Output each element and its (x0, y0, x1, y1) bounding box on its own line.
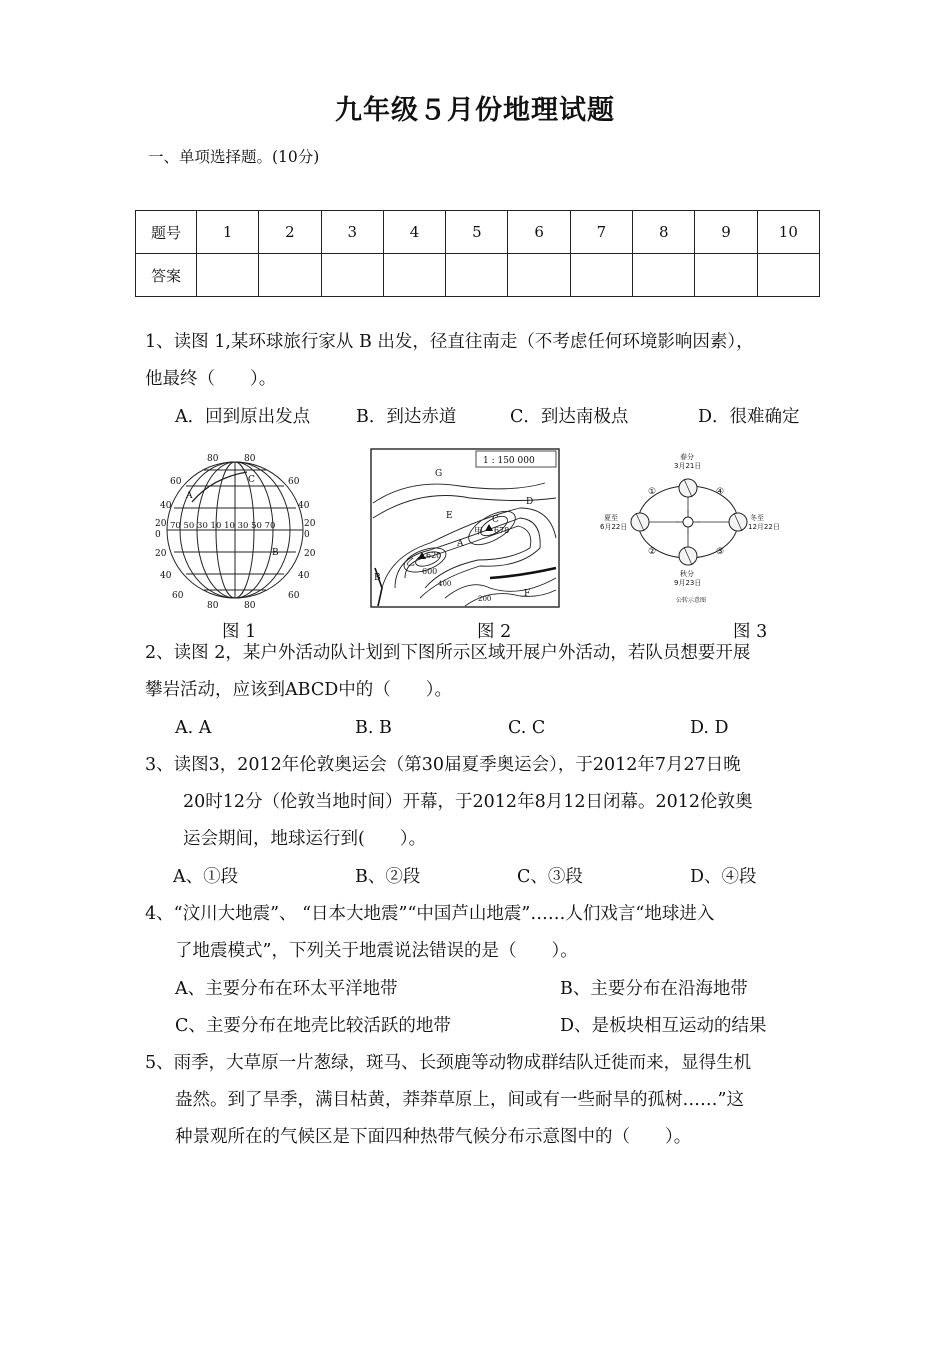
figure-1-caption: 图 1 (222, 622, 257, 642)
fig1-lat-label: 60 (170, 477, 182, 487)
q3-line2: 20时12分（伦敦当地时间）开幕，于2012年8月12日闭幕。2012伦敦奥 (183, 792, 753, 812)
table-cell-number: 10 (757, 211, 819, 254)
q4-line1: 4、“汶川大地震”、 “日本大地震”“中国芦山地震”……人们戏言“地球进入 (145, 904, 715, 924)
fig1-lat-label: 40 (160, 501, 172, 511)
table-cell-label: 答案 (136, 254, 197, 297)
table-cell-number: 4 (383, 211, 445, 254)
fig3-note: 公转示意图 (676, 597, 707, 604)
fig1-lat-label: 20 (155, 519, 167, 529)
fig1-lat-label: 40 (298, 571, 310, 581)
fig1-lat-label: 0 (304, 530, 310, 540)
fig3-winter: 冬至 (750, 514, 764, 522)
q3-option-a: A、①段 (173, 867, 239, 887)
answer-cell[interactable] (633, 254, 695, 297)
table-cell-number: 3 (321, 211, 383, 254)
answer-cell[interactable] (570, 254, 632, 297)
q2-line2: 攀岩活动，应该到ABCD中的（ ）。 (145, 680, 452, 700)
fig1-lat-label: 0 (155, 530, 161, 540)
table-cell-label: 题号 (136, 211, 197, 254)
fig3-segment: ② (648, 547, 657, 557)
fig2-elevation: 200 (478, 595, 492, 603)
table-cell-number: 9 (695, 211, 757, 254)
fig2-elevation: 600 (422, 567, 438, 576)
fig2-elevation: 400 (438, 580, 452, 588)
fig1-lat-label: 60 (288, 591, 300, 601)
fig1-lat-label: 60 (288, 477, 300, 487)
q4-option-d: D、是板块相互运动的结果 (560, 1016, 767, 1036)
q3-line1: 3、读图3，2012年伦敦奥运会（第30届夏季奥运会），于2012年7月27日晚 (145, 755, 741, 775)
table-cell-number: 1 (197, 211, 259, 254)
fig3-summer: 夏至 (604, 514, 618, 522)
q4-line2: 了地震模式”，下列关于地震说法错误的是（ ）。 (175, 941, 578, 961)
table-cell-number: 7 (570, 211, 632, 254)
fig2-label-b: B (374, 573, 381, 583)
fig3-winter-date: 12月22日 (748, 523, 780, 531)
answer-cell[interactable] (508, 254, 570, 297)
q1-option-b: B．到达赤道 (356, 407, 457, 427)
table-row (136, 254, 820, 297)
q3-option-d: D、④段 (690, 867, 757, 887)
fig1-lat-label: 60 (172, 591, 184, 601)
fig3-segment: ④ (716, 487, 725, 497)
fig1-point-a: A (186, 491, 193, 501)
table-cell-number: 6 (508, 211, 570, 254)
fig1-lat-label: 20 (304, 519, 316, 529)
fig1-lat-label: 80 (244, 454, 256, 464)
q1-line2: 他最终（ ）。 (145, 369, 277, 389)
fig3-spring: 春分 (680, 453, 694, 461)
q3-option-b: B、②段 (355, 867, 421, 887)
page-title: 九年级５月份地理试题 (335, 95, 615, 126)
fig2-scale: 1 : 150 000 (483, 456, 535, 466)
fig3-segment: ③ (716, 547, 725, 557)
q1-option-a: A．回到原出发点 (175, 407, 311, 427)
answer-cell[interactable] (259, 254, 321, 297)
fig3-spring-date: 3月21日 (674, 462, 702, 470)
q4-option-b: B、主要分布在沿海地带 (560, 979, 748, 999)
figure-1-globe (152, 450, 317, 610)
fig2-label-f: F (524, 589, 531, 599)
answer-cell[interactable] (197, 254, 259, 297)
q2-option-d: D. D (690, 718, 729, 738)
fig1-lat-label: 80 (244, 601, 256, 610)
q2-option-c: C. C (508, 718, 546, 738)
answer-cell[interactable] (383, 254, 445, 297)
figure-3-caption: 图 3 (733, 622, 768, 642)
fig1-lat-label: 20 (155, 549, 167, 559)
table-cell-number: 5 (446, 211, 508, 254)
q3-option-c: C、③段 (517, 867, 583, 887)
q4-option-a: A、主要分布在环太平洋地带 (175, 979, 398, 999)
fig1-lat-label: 80 (207, 601, 219, 610)
fig2-elevation: 620 (426, 551, 442, 560)
table-cell-number: 8 (633, 211, 695, 254)
q5-line2: 盎然。到了旱季，满目枯黄，莽莽草原上，间或有一些耐旱的孤树……”这 (175, 1090, 744, 1110)
fig1-lat-label: 80 (207, 454, 219, 464)
fig2-label-g: G (435, 469, 443, 479)
q1-option-c: C．到达南极点 (510, 407, 629, 427)
fig2-label-d: D (526, 497, 534, 507)
figure-3-orbit-diagram (598, 450, 788, 608)
answer-cell[interactable] (446, 254, 508, 297)
q2-option-b: B. B (355, 718, 392, 738)
fig1-lon-row: 70 50 30 10 10 30 50 70 (170, 521, 276, 531)
q5-line3: 种景观所在的气候区是下面四种热带气候分布示意图中的（ ）。 (175, 1127, 692, 1147)
section-heading: 一、单项选择题。(10分) (148, 148, 320, 166)
fig1-lat-label: 40 (160, 571, 172, 581)
fig2-label-a: A (457, 539, 464, 549)
fig1-lat-label: 40 (298, 501, 310, 511)
answer-cell[interactable] (321, 254, 383, 297)
fig3-autumn: 秋分 (680, 570, 694, 578)
fig1-point-b: B (272, 548, 279, 558)
table-row (136, 211, 820, 254)
q1-option-d: D．很难确定 (698, 407, 800, 427)
fig1-lat-label: 20 (304, 549, 316, 559)
fig3-autumn-date: 9月23日 (674, 579, 702, 587)
fig2-label-c: C (492, 515, 499, 525)
q5-line1: 5、雨季，大草原一片葱绿，斑马、长颈鹿等动物成群结队迁徙而来，显得生机 (145, 1053, 752, 1073)
q2-line1: 2、读图 2，某户外活动队计划到下图所示区域开展户外活动，若队员想要开展 (145, 643, 751, 663)
fig2-label-jia: 甲 (474, 527, 484, 537)
fig1-point-c: C (248, 475, 255, 485)
fig2-label-e: E (446, 511, 453, 521)
fig2-label-yi: 乙 (406, 558, 416, 568)
fig3-summer-date: 6月22日 (600, 523, 628, 531)
answer-cell[interactable] (695, 254, 757, 297)
figure-2-contour-map (370, 448, 560, 608)
q4-option-c: C、主要分布在地壳比较活跃的地带 (175, 1016, 451, 1036)
q2-option-a: A. A (175, 718, 212, 738)
q3-line3: 运会期间，地球运行到( ）。 (183, 829, 427, 849)
answer-cell[interactable] (757, 254, 819, 297)
answer-table (135, 210, 820, 297)
table-cell-number: 2 (259, 211, 321, 254)
fig3-segment: ① (648, 487, 657, 497)
figure-2-caption: 图 2 (477, 622, 512, 642)
fig2-elevation: 678 (494, 526, 510, 535)
q1-line1: 1、读图 1,某环球旅行家从 B 出发，径直往南走（不考虑任何环境影响因素）， (145, 332, 754, 352)
